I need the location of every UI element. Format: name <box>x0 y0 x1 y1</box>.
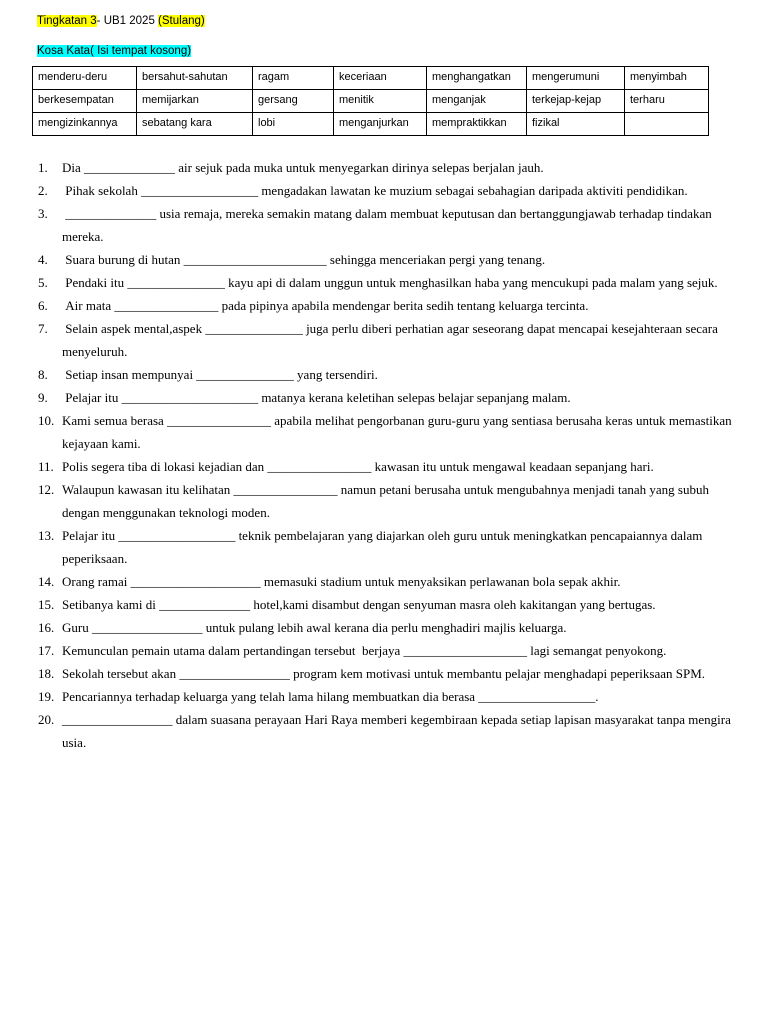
header-school: (Stulang) <box>158 15 205 27</box>
question-text: Polis segera tiba di lokasi kejadian dan ________________ kawasan itu untuk mengawal keadaan sepanjang hari. <box>62 459 654 474</box>
header-tingkatan: Tingkatan 3 <box>37 15 97 27</box>
question-item <box>38 662 738 685</box>
question-number: 14. <box>38 574 55 589</box>
question-number: 7. <box>38 321 48 336</box>
question-text: Orang ramai ____________________ memasuki stadium untuk menyaksikan perlawanan bola sepak akhir. <box>62 574 621 589</box>
vocab-cell: sebatang kara <box>137 113 253 136</box>
question-number: 1. <box>38 160 48 175</box>
vocab-cell: menderu-deru <box>33 67 137 90</box>
question-number: 3. <box>38 206 48 221</box>
vocab-cell: mengizinkannya <box>33 113 137 136</box>
question-item <box>38 685 738 708</box>
question-item <box>38 593 738 616</box>
question-item <box>38 156 738 179</box>
question-text: Setibanya kami di ______________ hotel,kami disambut dengan senyuman masra oleh kakitangan yang bertugas. <box>62 597 656 612</box>
question-text: Air mata ________________ pada pipinya apabila mendengar berita sedih tentang keluarga tercinta. <box>62 298 589 313</box>
question-item <box>38 271 738 294</box>
section-title-text: Kosa Kata( Isi tempat kosong) <box>37 45 192 57</box>
worksheet-header <box>37 13 205 29</box>
vocab-cell: lobi <box>253 113 334 136</box>
question-text: Pelajar itu __________________ teknik pembelajaran yang diajarkan oleh guru untuk meningkatkan pencapaiannya dalam peperiksaan. <box>62 528 706 566</box>
question-number: 5. <box>38 275 48 290</box>
question-item <box>38 386 738 409</box>
vocabulary-table <box>32 66 709 136</box>
vocab-cell: memijarkan <box>137 90 253 113</box>
question-number: 12. <box>38 482 55 497</box>
vocab-cell: fizikal <box>527 113 625 136</box>
vocab-cell: gersang <box>253 90 334 113</box>
question-text: Guru _________________ untuk pulang lebih awal kerana dia perlu menghadiri majlis keluarga. <box>62 620 567 635</box>
question-item <box>38 179 738 202</box>
question-item <box>38 708 738 754</box>
vocab-cell: menghangatkan <box>427 67 527 90</box>
question-item <box>38 524 738 570</box>
vocab-cell: menyimbah <box>625 67 709 90</box>
vocab-row <box>33 113 709 136</box>
vocab-cell: berkesempatan <box>33 90 137 113</box>
question-number: 19. <box>38 689 55 704</box>
question-number: 9. <box>38 390 48 405</box>
vocab-row <box>33 90 709 113</box>
question-item <box>38 639 738 662</box>
question-text: Suara burung di hutan ______________________ sehingga menceriakan pergi yang tenang. <box>62 252 546 267</box>
question-number: 2. <box>38 183 48 198</box>
question-text: _________________ dalam suasana perayaan Hari Raya memberi kegembiraan kepada setiap lapisan masyarakat tanpa mengira usia. <box>62 712 735 750</box>
question-number: 17. <box>38 643 55 658</box>
question-item <box>38 478 738 524</box>
question-number: 11. <box>38 459 54 474</box>
question-number: 20. <box>38 712 55 727</box>
question-number: 16. <box>38 620 55 635</box>
question-text: Pelajar itu _____________________ matanya kerana keletihan selepas belajar sepanjang malam. <box>62 390 571 405</box>
question-item <box>38 202 738 248</box>
question-text: Selain aspek mental,aspek _______________ juga perlu diberi perhatian agar seseorang dapat mencapai kesejahteraan secara menyeluruh. <box>62 321 722 359</box>
vocab-cell: mempraktikkan <box>427 113 527 136</box>
section-title <box>37 43 191 59</box>
vocab-cell: menitik <box>334 90 427 113</box>
question-item <box>38 616 738 639</box>
question-list <box>38 156 738 754</box>
question-item <box>38 317 738 363</box>
question-number: 8. <box>38 367 48 382</box>
question-text: Pendaki itu _______________ kayu api di dalam unggun untuk menghasilkan haba yang mencukupi pada malam yang sejuk. <box>62 275 718 290</box>
vocab-cell: menganjak <box>427 90 527 113</box>
question-item <box>38 455 738 478</box>
vocab-cell <box>625 113 709 136</box>
question-text: Walaupun kawasan itu kelihatan ________________ namun petani berusaha untuk mengubahnya menjadi tanah yang subuh dengan menggunakan teknologi moden. <box>62 482 713 520</box>
question-number: 6. <box>38 298 48 313</box>
question-text: Kemunculan pemain utama dalam pertandingan tersebut berjaya ___________________ lagi semangat penyokong. <box>62 643 667 658</box>
question-text: ______________ usia remaja, mereka semakin matang dalam membuat keputusan dan bertanggungjawab terhadap tindakan mereka. <box>62 206 716 244</box>
question-item <box>38 570 738 593</box>
vocab-cell: menganjurkan <box>334 113 427 136</box>
question-text: Setiap insan mempunyai _______________ yang tersendiri. <box>62 367 378 382</box>
question-item <box>38 409 738 455</box>
vocab-cell: mengerumuni <box>527 67 625 90</box>
vocab-cell: terharu <box>625 90 709 113</box>
question-text: Kami semua berasa ________________ apabila melihat pengorbanan guru-guru yang sentiasa berusaha keras untuk memastikan kejayaan kami. <box>62 413 735 451</box>
question-number: 18. <box>38 666 55 681</box>
question-text: Pihak sekolah __________________ mengadakan lawatan ke muzium sebagai sebahagian daripada aktiviti pendidikan. <box>62 183 688 198</box>
question-text: Sekolah tersebut akan _________________ program kem motivasi untuk membantu pelajar menghadapi peperiksaan SPM. <box>62 666 706 681</box>
vocab-cell: keceriaan <box>334 67 427 90</box>
vocab-cell: ragam <box>253 67 334 90</box>
question-item <box>38 363 738 386</box>
question-text: Dia ______________ air sejuk pada muka untuk menyegarkan dirinya selepas berjalan jauh. <box>62 160 544 175</box>
vocab-row <box>33 67 709 90</box>
question-number: 13. <box>38 528 55 543</box>
question-number: 4. <box>38 252 48 267</box>
vocab-cell: bersahut-sahutan <box>137 67 253 90</box>
header-exam: - UB1 2025 <box>96 15 159 27</box>
question-number: 15. <box>38 597 55 612</box>
question-text: Pencariannya terhadap keluarga yang telah lama hilang membuatkan dia berasa __________________. <box>62 689 599 704</box>
vocab-cell: terkejap-kejap <box>527 90 625 113</box>
question-item <box>38 248 738 271</box>
question-number: 10. <box>38 413 55 428</box>
question-item <box>38 294 738 317</box>
